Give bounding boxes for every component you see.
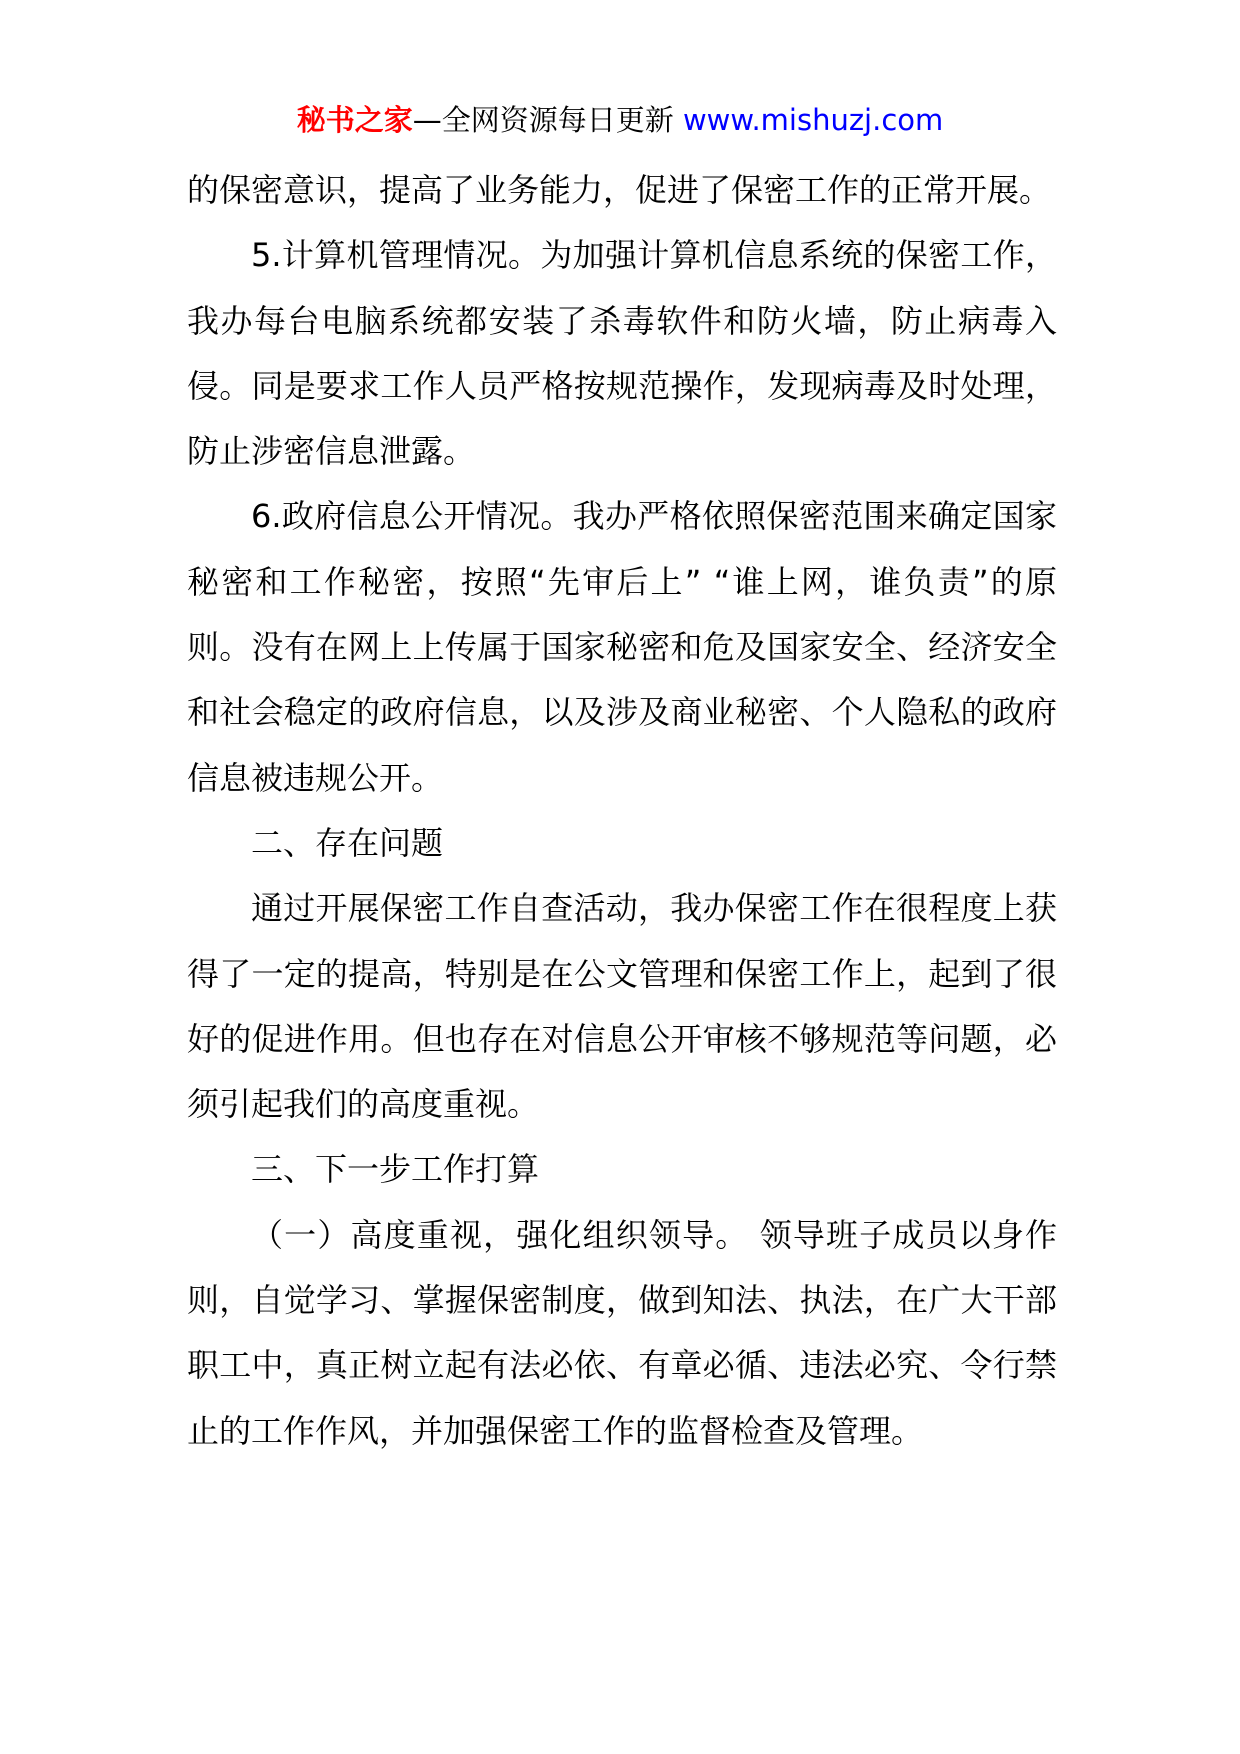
heading-existing-problems: 二、存在问题 [251, 823, 444, 862]
header-brand: 秘书之家 [296, 103, 413, 137]
header-url-link[interactable]: www.mishuzj.com [682, 103, 944, 137]
paragraph-problems: 通过开展保密工作自查活动，我办保密工作在很程度上获得了一定的提高，特别是在公文管理和保密工作上，起到了很好的促进作用。但也存在对信息公开审核不够规范等问题，必须引起我们的高度重视。 [187, 889, 1057, 1124]
site-header [0, 100, 1240, 140]
header-tagline: —全网资源每日更新 [412, 103, 683, 137]
paragraph-continuation: 的保密意识，提高了业务能力，促进了保密工作的正常开展。 [187, 171, 1052, 209]
paragraph-info-disclosure: 6.政府信息公开情况。我办严格依照保密范围来确定国家秘密和工作秘密，按照“先审后上” “谁上网，谁负责”的原则。没有在网上上传属于国家秘密和危及国家安全、经济安全和社会稳定的政府信息，以及涉及商业秘密、个人隐私的政府信息被违规公开。 [187, 497, 1057, 797]
heading-next-steps: 三、下一步工作打算 [251, 1150, 540, 1189]
document-body [187, 158, 1057, 1464]
paragraph-leadership: （一）高度重视，强化组织领导。 领导班子成员以身作则，自觉学习、掌握保密制度，做到知法、执法，在广大干部职工中，真正树立起有法必依、有章必循、违法必究、令行禁止的工作作风，并加强保密工作的监督检查及管理。 [187, 1215, 1057, 1450]
paragraph-computer-management: 5.计算机管理情况。为加强计算机信息系统的保密工作，我办每台电脑系统都安装了杀毒软件和防火墙，防止病毒入侵。同是要求工作人员严格按规范操作，发现病毒及时处理，防止涉密信息泄露。 [187, 236, 1057, 471]
